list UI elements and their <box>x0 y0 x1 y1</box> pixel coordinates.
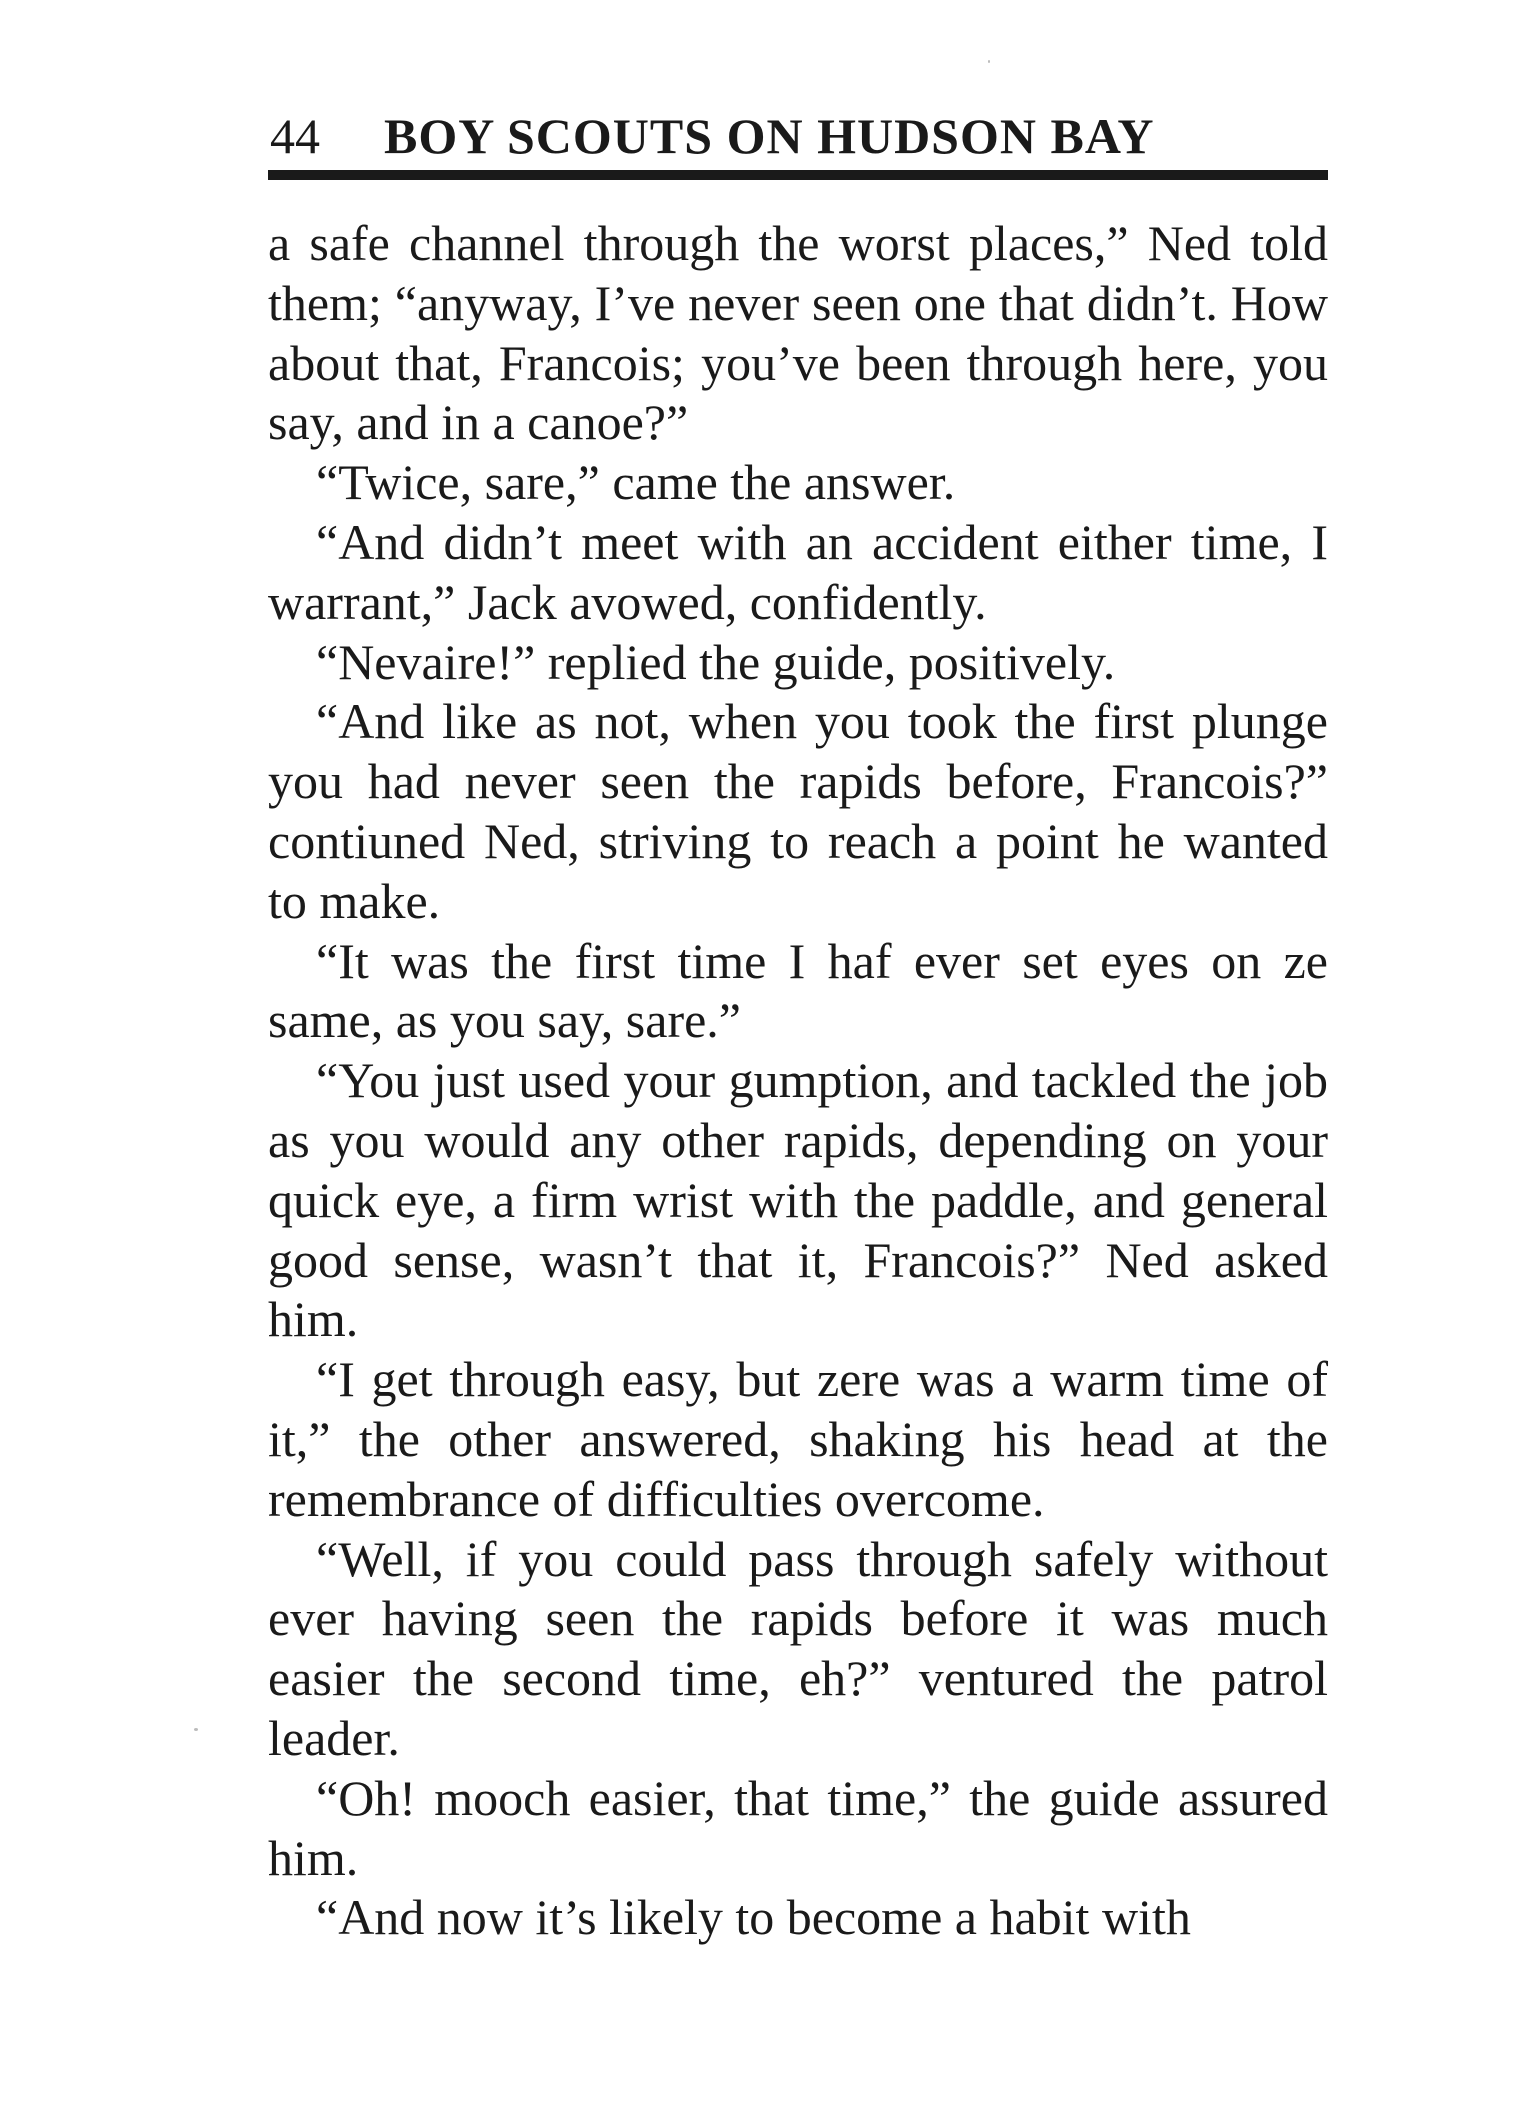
paragraph: “And didn’t meet with an accident either time, I warrant,” Jack avowed, confidently. <box>268 513 1328 630</box>
scan-speck <box>194 1728 198 1731</box>
body-text <box>268 214 1328 1948</box>
paragraph: “Oh! mooch easier, that time,” the guide assured him. <box>268 1769 1328 1886</box>
paragraph: “Nevaire!” replied the guide, positively. <box>316 633 1116 690</box>
paragraph: “I get through easy, but zere was a warm time of it,” the other answered, shaking his head at the remembrance of difficulties overcome. <box>268 1351 1328 1527</box>
scan-speck <box>988 60 990 63</box>
paragraph: “And like as not, when you took the first plunge you had never seen the rapids before, Francois?” contiuned Ned, striving to reach a point he wanted to make. <box>268 693 1328 929</box>
running-title: BOY SCOUTS ON HUDSON BAY <box>384 108 1155 164</box>
page-number: 44 <box>270 108 320 164</box>
paragraph: “You just used your gumption, and tackled the job as you would any other rapids, depending on your quick eye, a firm wrist with the paddle, and general good sense, wasn’t that it, Francois?” Ned asked him. <box>268 1052 1328 1348</box>
paragraph: “And now it’s likely to become a habit with <box>316 1889 1191 1946</box>
paragraph-continued: a safe channel through the worst places,” Ned told them; “anyway, I’ve never seen one that didn’t. How about that, Francois; you’ve been through here, you say, and in a canoe?” <box>268 215 1328 451</box>
paragraph: “Well, if you could pass through safely without ever having seen the rapids before it was much easier the second time, eh?” ventured the patrol leader. <box>268 1530 1328 1766</box>
running-header <box>268 100 1328 180</box>
paragraph: “It was the first time I haf ever set eyes on ze same, as you say, sare.” <box>268 932 1328 1049</box>
paragraph: “Twice, sare,” came the answer. <box>316 454 956 511</box>
